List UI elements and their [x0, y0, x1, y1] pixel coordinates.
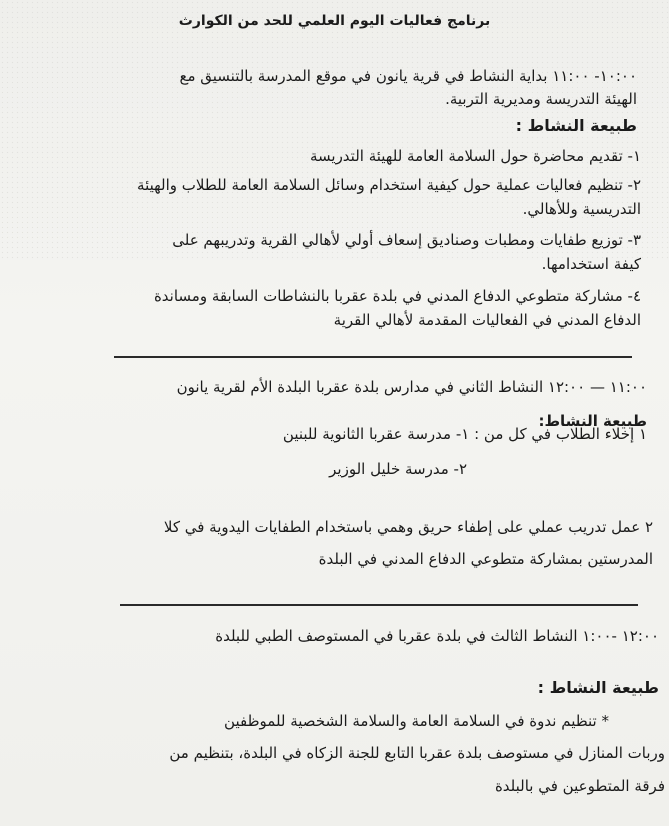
activity-3-item-1: * تنظيم ندوة في السلامة العامة والسلامة الشخصية للموظفين [224, 712, 609, 730]
activity-2-item-1: ١ إخلاء الطلاب في كل من : ١- مدرسة عقربا الثانوية للبنين [282, 425, 647, 443]
activity-3-item-1-cont-2: فرقة المتطوعين في بالبلدة [494, 777, 665, 795]
activity-2-time: ١١:٠٠ — ١٢:٠٠ النشاط الثاني في مدارس بلدة عقربا البلدة الأم لقرية يانون [176, 378, 647, 396]
activity-1-item-4: ٤- مشاركة متطوعي الدفاع المدني في بلدة عقربا بالنشاطات السابقة ومساندة [153, 287, 641, 305]
activity-1-item-1: ١- تقديم محاضرة حول السلامة العامة للهيئة التدريسة [309, 147, 641, 165]
activity-3-time: ١٢:٠٠ -١:٠٠ النشاط الثالث في بلدة عقربا في المستوصف الطبي للبلدة [215, 627, 659, 645]
activity-3-nature-heading: طبيعة النشاط : [537, 678, 659, 697]
activity-1-item-2-cont: التدريسية وللأهالي. [522, 200, 641, 218]
activity-1-item-4-cont: الدفاع المدني في الفعاليات المقدمة لأهالي القرية [333, 311, 641, 329]
activity-1-item-3: ٣- توزيع طفايات ومطبات وصناديق إسعاف أولي لأهالي القرية وتدريبهم على [172, 231, 641, 249]
document-title: برنامج فعاليات اليوم العلمي للحد من الكوارث [178, 13, 491, 29]
section-divider-2 [120, 604, 638, 606]
activity-2-nature-heading: طبيعة النشاط: [538, 412, 647, 430]
activity-1-time-cont: الهيئة التدريسة ومديرية التربية. [445, 90, 637, 108]
activity-1-item-3-cont: كيفة استخدامها. [541, 255, 641, 273]
activity-2-item-2: ٢ عمل تدريب عملي على إطفاء حريق وهمي باستخدام الطفايات اليدوية في كلا [163, 518, 653, 536]
activity-2-item-2-cont: المدرستين بمشاركة متطوعي الدفاع المدني في البلدة [318, 550, 653, 568]
activity-1-time: ١٠:٠٠- ١١:٠٠ بداية النشاط في قرية يانون في موقع المدرسة بالتنسيق مع [179, 67, 637, 85]
activity-1-nature-heading: طبيعة النشاط : [515, 116, 637, 135]
activity-1-item-2: ٢- تنظيم فعاليات عملية حول كيفية استخدام وسائل السلامة العامة للطلاب والهيئة [137, 176, 641, 194]
activity-2-item-1-school-2: ٢- مدرسة خليل الوزير [329, 460, 467, 478]
section-divider-1 [114, 356, 632, 358]
activity-3-item-1-cont: وربات المنازل في مستوصف بلدة عقربا التابع للجنة الزكاه في البلدة، بتنظيم من [169, 744, 665, 762]
